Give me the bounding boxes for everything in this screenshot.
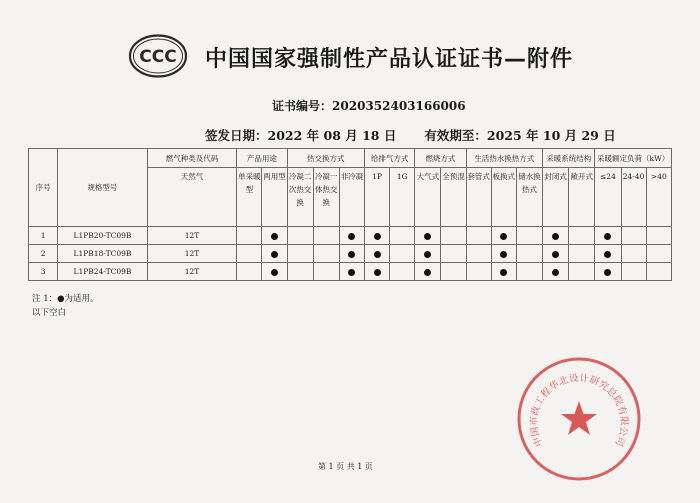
subheader-cell: 大气式 bbox=[415, 168, 441, 227]
seal-text: 中国市政工程华北设计研究总院有限公司 bbox=[528, 372, 630, 449]
valid-until-label: 有效期至： bbox=[424, 128, 487, 143]
mark-cell bbox=[621, 263, 646, 281]
subheader-cell: 天然气 bbox=[147, 168, 237, 227]
subheader-cell: 单采暖型 bbox=[237, 168, 262, 227]
header-heating: 采暖系统结构 bbox=[543, 149, 595, 168]
mark-cell bbox=[491, 227, 516, 245]
cell-gas: 12T bbox=[147, 263, 237, 281]
cell-seq: 1 bbox=[29, 227, 58, 245]
header-model: 规格型号 bbox=[58, 149, 148, 227]
mark-cell bbox=[415, 263, 441, 281]
subheader-cell: 24-40 bbox=[621, 168, 646, 227]
page-number: 第 1 页 共 1 页 bbox=[318, 462, 373, 471]
mark-cell bbox=[287, 263, 313, 281]
applicable-dot-icon bbox=[424, 251, 431, 258]
mark-cell bbox=[365, 227, 390, 245]
mark-cell bbox=[441, 227, 466, 245]
cell-model: L1PB24-TC09B bbox=[58, 263, 148, 281]
applicable-dot-icon bbox=[374, 251, 381, 258]
company-seal bbox=[515, 355, 643, 483]
applicable-dot-icon bbox=[552, 233, 559, 240]
applicable-dot-icon bbox=[271, 269, 278, 276]
document-title: 中国国家强制性产品认证证书—附件 bbox=[205, 47, 574, 72]
subheader-cell: >40 bbox=[646, 168, 671, 227]
mark-cell bbox=[365, 263, 390, 281]
date-line bbox=[205, 126, 616, 144]
mark-cell bbox=[543, 227, 569, 245]
table-row bbox=[29, 263, 672, 281]
header-exhaust: 给排气方式 bbox=[365, 149, 415, 168]
mark-cell bbox=[595, 263, 621, 281]
applicable-dot-icon bbox=[552, 269, 559, 276]
mark-cell bbox=[287, 227, 313, 245]
applicable-dot-icon bbox=[348, 233, 355, 240]
valid-until-value: 2025 年 10 月 29 日 bbox=[486, 128, 616, 143]
notes bbox=[32, 292, 99, 320]
mark-cell bbox=[466, 245, 491, 263]
mark-cell bbox=[646, 245, 671, 263]
mark-cell bbox=[390, 245, 415, 263]
mark-cell bbox=[595, 245, 621, 263]
subheader-cell: 封闭式 bbox=[543, 168, 569, 227]
mark-cell bbox=[441, 245, 466, 263]
mark-cell bbox=[339, 227, 364, 245]
mark-cell bbox=[287, 245, 313, 263]
applicable-dot-icon bbox=[424, 233, 431, 240]
cell-gas: 12T bbox=[147, 245, 237, 263]
subheader-cell: 1P bbox=[365, 168, 390, 227]
subheader-cell: 套管式 bbox=[466, 168, 491, 227]
applicable-dot-icon bbox=[500, 269, 507, 276]
cell-model: L1PB20-TC09B bbox=[58, 227, 148, 245]
mark-cell bbox=[621, 245, 646, 263]
header-usage: 产品用途 bbox=[237, 149, 287, 168]
ccc-logo-text: CCC bbox=[139, 47, 177, 67]
mark-cell bbox=[339, 245, 364, 263]
mark-cell bbox=[237, 227, 262, 245]
mark-cell bbox=[390, 263, 415, 281]
table-row bbox=[29, 227, 672, 245]
mark-cell bbox=[390, 227, 415, 245]
applicable-dot-icon bbox=[348, 251, 355, 258]
mark-cell bbox=[237, 245, 262, 263]
model-table bbox=[28, 148, 672, 281]
applicable-dot-icon bbox=[374, 269, 381, 276]
applicable-dot-icon bbox=[500, 251, 507, 258]
applicable-dot-icon bbox=[604, 233, 611, 240]
mark-cell bbox=[365, 245, 390, 263]
mark-cell bbox=[569, 263, 595, 281]
applicable-dot-icon bbox=[604, 251, 611, 258]
mark-cell bbox=[646, 227, 671, 245]
mark-cell bbox=[516, 227, 542, 245]
mark-cell bbox=[441, 263, 466, 281]
mark-cell bbox=[237, 263, 262, 281]
mark-cell bbox=[516, 245, 542, 263]
mark-cell bbox=[569, 227, 595, 245]
issue-date-label: 签发日期： bbox=[205, 128, 268, 143]
cell-seq: 2 bbox=[29, 245, 58, 263]
issue-date-value: 2022 年 08 月 18 日 bbox=[267, 128, 397, 143]
mark-cell bbox=[313, 245, 339, 263]
applicable-dot-icon bbox=[604, 269, 611, 276]
subheader-cell: 两用型 bbox=[262, 168, 287, 227]
seal-star-icon bbox=[561, 401, 597, 435]
subheader-cell: 冷凝一体热交换 bbox=[313, 168, 339, 227]
subheader-cell: 全预混 bbox=[441, 168, 466, 227]
subheader-cell: 非冷凝 bbox=[339, 168, 364, 227]
mark-cell bbox=[595, 227, 621, 245]
cell-model: L1PB18-TC09B bbox=[58, 245, 148, 263]
applicable-dot-icon bbox=[271, 251, 278, 258]
ccc-logo bbox=[128, 33, 188, 79]
subheader-cell: 板换式 bbox=[491, 168, 516, 227]
subheader-cell: ≤24 bbox=[595, 168, 621, 227]
mark-cell bbox=[543, 245, 569, 263]
applicable-dot-icon bbox=[424, 269, 431, 276]
mark-cell bbox=[543, 263, 569, 281]
mark-cell bbox=[569, 245, 595, 263]
header-combustion: 燃烧方式 bbox=[415, 149, 466, 168]
table-row bbox=[29, 245, 672, 263]
subheader-cell: 1G bbox=[390, 168, 415, 227]
mark-cell bbox=[466, 263, 491, 281]
note-1: 注 1：●为适用。 bbox=[32, 294, 99, 304]
applicable-dot-icon bbox=[271, 233, 278, 240]
subheader-cell: 敞开式 bbox=[569, 168, 595, 227]
mark-cell bbox=[262, 263, 287, 281]
mark-cell bbox=[339, 263, 364, 281]
mark-cell bbox=[313, 227, 339, 245]
mark-cell bbox=[516, 263, 542, 281]
mark-cell bbox=[646, 263, 671, 281]
subheader-cell: 储水换热式 bbox=[516, 168, 542, 227]
certificate-number-value: 2020352403166006 bbox=[332, 99, 466, 113]
applicable-dot-icon bbox=[374, 233, 381, 240]
mark-cell bbox=[313, 263, 339, 281]
mark-cell bbox=[491, 245, 516, 263]
certificate-number-label: 证书编号： bbox=[272, 99, 333, 113]
note-2: 以下空白 bbox=[32, 308, 67, 318]
cell-gas: 12T bbox=[147, 227, 237, 245]
mark-cell bbox=[466, 227, 491, 245]
mark-cell bbox=[415, 227, 441, 245]
header-seq: 序号 bbox=[29, 149, 58, 227]
mark-cell bbox=[262, 227, 287, 245]
certificate-number bbox=[272, 97, 466, 114]
subheader-cell: 冷凝二次热交换 bbox=[287, 168, 313, 227]
header-load: 采暖额定负荷（kW） bbox=[595, 149, 672, 168]
header-hot-water: 生活热水换热方式 bbox=[466, 149, 542, 168]
applicable-dot-icon bbox=[348, 269, 355, 276]
applicable-dot-icon bbox=[552, 251, 559, 258]
mark-cell bbox=[621, 227, 646, 245]
mark-cell bbox=[415, 245, 441, 263]
applicable-dot-icon bbox=[500, 233, 507, 240]
header-heat-exchange: 热交换方式 bbox=[287, 149, 364, 168]
mark-cell bbox=[262, 245, 287, 263]
cell-seq: 3 bbox=[29, 263, 58, 281]
mark-cell bbox=[491, 263, 516, 281]
header-gas: 燃气种类及代码 bbox=[147, 149, 237, 168]
